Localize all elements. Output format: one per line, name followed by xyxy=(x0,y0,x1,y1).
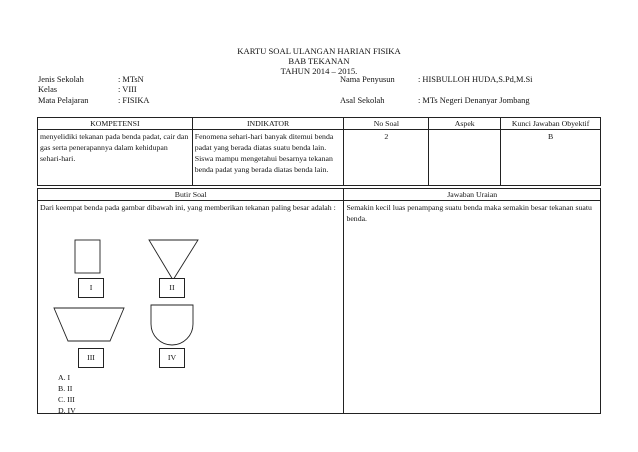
no-soal-cell: 2 xyxy=(344,130,429,186)
kelas-value: : VIII xyxy=(118,85,137,94)
shape-rounded-block xyxy=(151,305,193,345)
jenis-sekolah-value: : MTsN xyxy=(118,75,144,84)
header-indikator: INDIKATOR xyxy=(192,118,344,130)
shape-trapezoid xyxy=(54,308,124,341)
option-b: B. II xyxy=(58,384,73,393)
question-table xyxy=(37,188,601,414)
answer-options xyxy=(58,372,76,416)
option-a: A. I xyxy=(58,373,71,382)
question-table-header-row xyxy=(38,189,601,201)
butir-soal-cell xyxy=(38,201,344,414)
aspek-cell xyxy=(429,130,501,186)
jenis-sekolah-label: Jenis Sekolah xyxy=(38,75,84,84)
shape-label-4: IV xyxy=(159,348,185,368)
option-d: D. IV xyxy=(58,406,76,415)
shape-label-1: I xyxy=(78,278,104,298)
nama-penyusun-label: Nama Penyusun xyxy=(340,75,395,84)
shape-inverted-triangle xyxy=(149,240,198,280)
shape-rectangle xyxy=(75,240,100,273)
competency-table-row xyxy=(38,130,601,186)
header-kompetensi: KOMPETENSI xyxy=(38,118,193,130)
competency-table xyxy=(37,117,601,186)
card-title xyxy=(0,46,638,76)
header-kunci-jawaban: Kunci Jawaban Obyektif xyxy=(501,118,601,130)
header-jawaban-uraian: Jawaban Uraian xyxy=(344,189,601,201)
kompetensi-cell: menyelidiki tekanan pada benda padat, cair dan gas serta penerapannya dalam kehidupan sehari-hari. xyxy=(38,130,193,186)
competency-table-header-row xyxy=(38,118,601,130)
jawaban-uraian-cell: Semakin kecil luas penampang suatu benda maka semakin besar tekanan suatu benda. xyxy=(344,201,601,414)
question-table-row xyxy=(38,201,601,414)
title-line-3: TAHUN 2014 – 2015. xyxy=(280,66,358,76)
kunci-jawaban-cell: B xyxy=(501,130,601,186)
indikator-cell: Fenomena sehari-hari banyak ditemui benda padat yang berada diatas suatu benda lain. Siswa mampu mengetahui besarnya tekanan benda padat yang berada diatas benda lain. xyxy=(192,130,344,186)
shape-label-3: III xyxy=(78,348,104,368)
shapes-figure xyxy=(38,201,338,411)
asal-sekolah-value: : MTs Negeri Denanyar Jombang xyxy=(418,96,530,105)
shape-label-2: II xyxy=(159,278,185,298)
nama-penyusun-value: : HISBULLOH HUDA,S.Pd,M.Si xyxy=(418,75,533,84)
kelas-label: Kelas xyxy=(38,85,58,94)
header-aspek: Aspek xyxy=(429,118,501,130)
question-text: Dari keempat benda pada gambar dibawah ini, yang memberikan tekanan paling besar adalah : xyxy=(40,203,336,212)
title-line-2: BAB TEKANAN xyxy=(288,56,350,66)
mata-pelajaran-value: : FISIKA xyxy=(118,96,150,105)
header-butir-soal: Butir Soal xyxy=(38,189,344,201)
option-c: C. III xyxy=(58,395,75,404)
title-line-1: KARTU SOAL ULANGAN HARIAN FISIKA xyxy=(237,46,401,56)
asal-sekolah-label: Asal Sekolah xyxy=(340,96,385,105)
mata-pelajaran-label: Mata Pelajaran xyxy=(38,96,89,105)
header-no-soal: No Soal xyxy=(344,118,429,130)
